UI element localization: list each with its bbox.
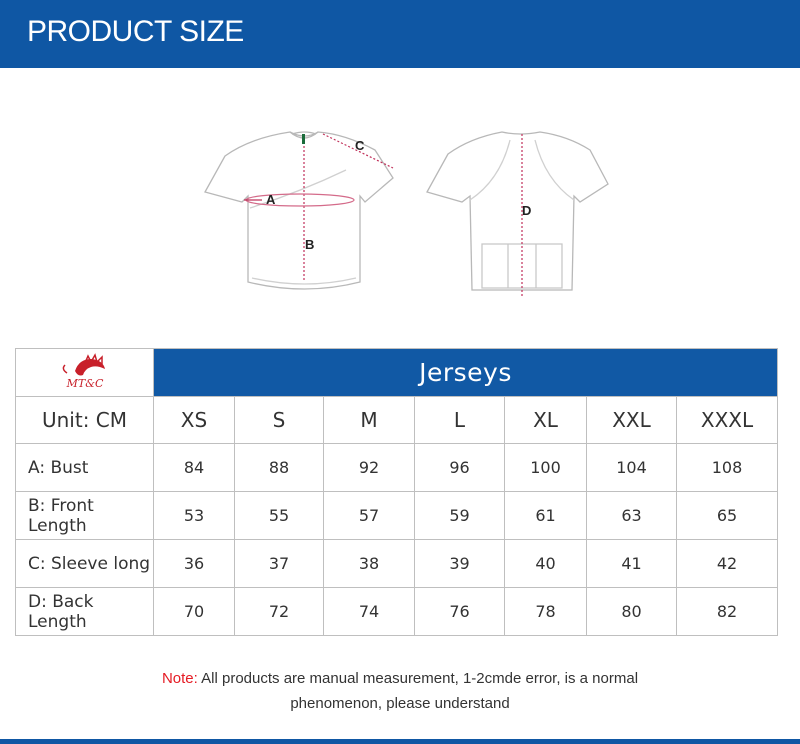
table-cell: 55 (235, 492, 324, 540)
table-header-row (16, 397, 778, 444)
note-key: Note: (161, 670, 198, 687)
table-cell: 72 (235, 588, 324, 636)
table-cell: 100 (505, 444, 587, 492)
table-title-row (16, 349, 778, 397)
table-cell: 88 (235, 444, 324, 492)
unit-label: Unit: CM (16, 397, 154, 444)
table-cell: 39 (415, 540, 505, 588)
size-header: XL (505, 397, 587, 444)
note-line-1 (0, 666, 800, 691)
disclaimer-note (0, 666, 800, 716)
table-cell: 41 (587, 540, 677, 588)
table-cell: 92 (324, 444, 415, 492)
logo-text: MT&C (66, 376, 103, 390)
table-cell: 76 (415, 588, 505, 636)
table-cell: 38 (324, 540, 415, 588)
mtc-logo-icon (45, 351, 125, 391)
table-cell: 82 (677, 588, 778, 636)
table-row (16, 492, 778, 540)
size-header: XXXL (677, 397, 778, 444)
table-cell: 61 (505, 492, 587, 540)
header-bar (0, 0, 800, 68)
measure-label-d: D (522, 203, 532, 218)
size-table (15, 348, 778, 636)
table-cell: 74 (324, 588, 415, 636)
table-cell: 65 (677, 492, 778, 540)
footer-bar (0, 739, 800, 744)
table-cell: 40 (505, 540, 587, 588)
size-header: M (324, 397, 415, 444)
table-cell: 37 (235, 540, 324, 588)
row-label: B: Front Length (16, 492, 154, 540)
size-header: S (235, 397, 324, 444)
table-cell: 96 (415, 444, 505, 492)
table-cell: 63 (587, 492, 677, 540)
table-row (16, 444, 778, 492)
back-jersey-illustration (427, 132, 608, 290)
table-cell: 70 (154, 588, 235, 636)
page-title: PRODUCT SIZE (27, 15, 244, 48)
measure-label-a: A (266, 192, 276, 207)
table-cell: 104 (587, 444, 677, 492)
row-label: D: Back Length (16, 588, 154, 636)
table-cell: 42 (677, 540, 778, 588)
table-cell: 80 (587, 588, 677, 636)
size-header: XS (154, 397, 235, 444)
size-header: L (415, 397, 505, 444)
zipper-pull (302, 134, 305, 144)
row-label: A: Bust (16, 444, 154, 492)
table-row (16, 540, 778, 588)
table-banner-title: Jerseys (154, 349, 778, 397)
table-cell: 59 (415, 492, 505, 540)
table-cell: 78 (505, 588, 587, 636)
size-header: XXL (587, 397, 677, 444)
table-cell: 84 (154, 444, 235, 492)
row-label: C: Sleeve long (16, 540, 154, 588)
brand-logo (16, 349, 154, 397)
note-line-2: phenomenon, please understand (290, 695, 510, 712)
measure-label-c: C (355, 138, 365, 153)
table-cell: 36 (154, 540, 235, 588)
table-cell: 53 (154, 492, 235, 540)
table-cell: 108 (677, 444, 778, 492)
front-jersey-illustration (205, 132, 393, 289)
jersey-diagram (0, 120, 800, 310)
table-row (16, 588, 778, 636)
measure-label-b: B (305, 237, 315, 252)
note-text: All products are manual measurement, 1-2cmde error, is a normal (197, 670, 639, 687)
table-cell: 57 (324, 492, 415, 540)
